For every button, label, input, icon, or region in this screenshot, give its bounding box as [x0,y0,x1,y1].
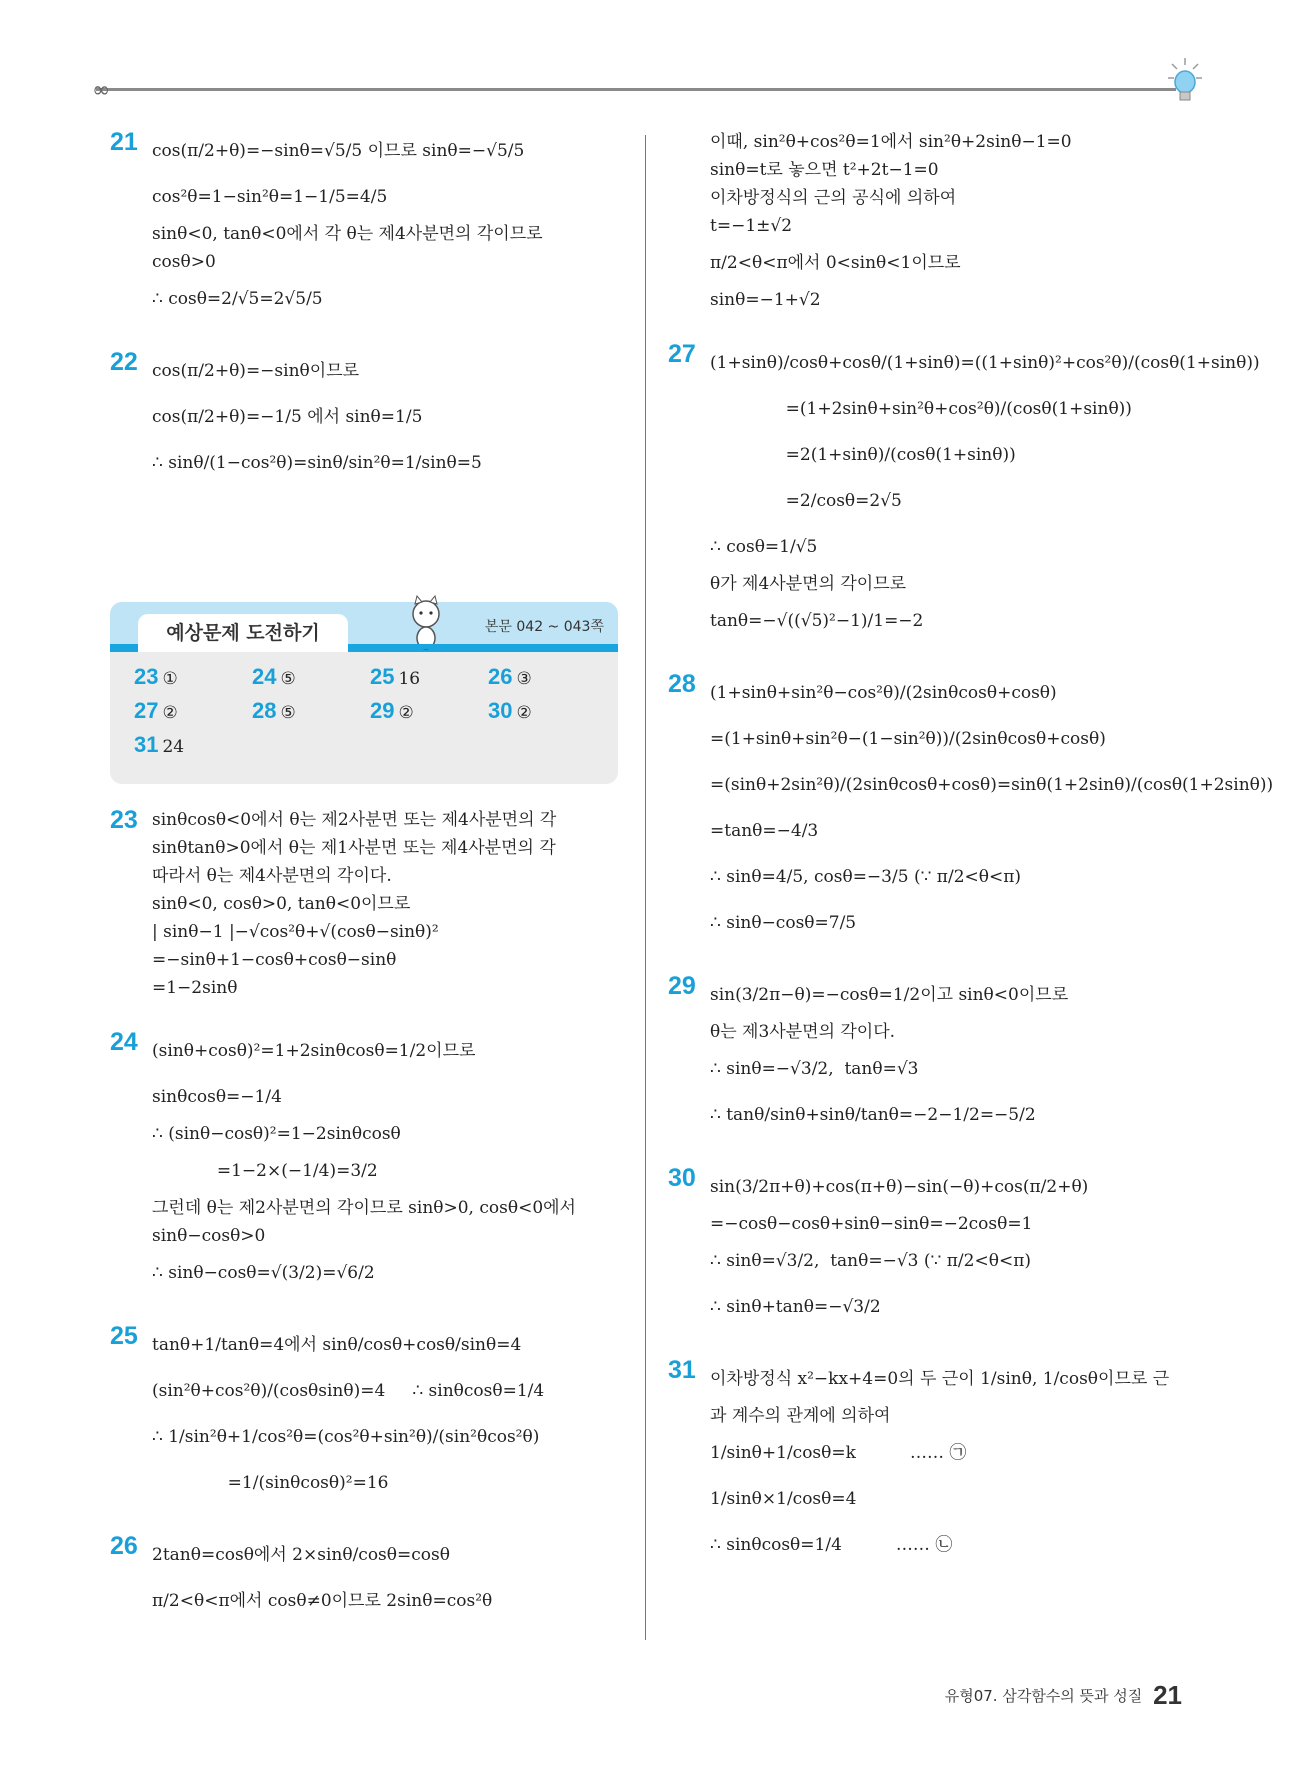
answer-number: 26 [488,664,513,689]
answer-item [370,664,420,690]
solution-25 [110,1322,625,1506]
answer-number: 29 [370,698,395,723]
solution-line: | sinθ−1 |−√cos²θ+√(cosθ−sinθ)² [152,922,439,942]
solution-lines [710,128,1188,314]
solution-31 [668,1356,1188,1568]
solution-cont [668,128,1188,314]
answer-box-reference: 본문 042 ~ 043쪽 [484,619,604,635]
solution-lines [710,670,1274,946]
answer-item [134,664,178,690]
footer-chapter: 유형07. 삼각함수의 뜻과 성질 [944,1687,1143,1705]
cat-mascot-icon [406,594,450,652]
answer-number: 31 [134,732,159,757]
answer-value: ⑤ [280,703,296,723]
answer-value: ③ [516,669,532,689]
solution-line: ∴ cosθ=2/√5=2√5/5 [152,289,323,309]
answer-number: 25 [370,664,395,689]
solution-21 [110,128,625,322]
page-number: 21 [1153,1680,1182,1710]
left-column-lower [110,806,625,1650]
solution-line: 그런데 θ는 제2사분면의 각이므로 sinθ>0, cosθ<0에서 [152,1198,576,1218]
answer-value: ⑤ [280,669,296,689]
problem-number: 31 [668,1356,696,1384]
solution-29 [668,972,1188,1138]
solution-line: ∴ sinθ−cosθ=7/5 [710,913,857,933]
solution-line: cosθ>0 [152,252,216,272]
solution-line: 이차방정식의 근의 공식에 의하여 [710,188,957,208]
solution-line: 따라서 θ는 제4사분면의 각이다. [152,866,392,886]
solution-line: =tanθ=−4/3 [710,821,819,841]
answer-value: 16 [398,669,421,689]
solution-lines [710,1164,1188,1330]
solution-27 [668,340,1260,644]
solution-26 [110,1532,625,1624]
solution-lines [710,1356,1188,1568]
solution-lines [152,1028,625,1296]
problem-number: 27 [668,340,696,368]
solution-line: tanθ=−√((√5)²−1)/1=−2 [710,611,924,631]
left-column [110,128,625,512]
solution-lines [152,128,625,322]
column-separator [645,135,646,1640]
problem-number: 29 [668,972,696,1000]
problem-number: 30 [668,1164,696,1192]
solution-23 [110,806,625,1002]
problem-number: 21 [110,128,138,156]
solution-line: cos(π/2+θ)=−sinθ=√5/5 이므로 sinθ=−√5/5 [152,141,525,161]
solution-line: ∴ cosθ=1/√5 [710,537,818,557]
solution-line: 이차방정식 x²−kx+4=0의 두 근이 1/sinθ, 1/cosθ이므로 근 [710,1369,1170,1389]
solution-line: =1−2×(−1/4)=3/2 [152,1161,378,1181]
answer-number: 23 [134,664,159,689]
solution-line: sinθcosθ<0에서 θ는 제2사분면 또는 제4사분면의 각 [152,810,557,830]
solution-24 [110,1028,625,1296]
solution-line: sin(3/2π−θ)=−cosθ=1/2이고 sinθ<0이므로 [710,985,1069,1005]
solution-line: sinθ<0, cosθ>0, tanθ<0이므로 [152,894,411,914]
solution-lines [152,1322,625,1506]
solution-line: θ는 제3사분면의 각이다. [710,1022,896,1042]
solution-line: sinθ<0, tanθ<0에서 각 θ는 제4사분면의 각이므로 [152,224,543,244]
answer-item [134,698,178,724]
solution-lines [152,348,625,486]
solution-line: =(1+2sinθ+sin²θ+cos²θ)/(cosθ(1+sinθ)) [710,399,1132,419]
answer-item [252,664,296,690]
solution-line: 이때, sin²θ+cos²θ=1에서 sin²θ+2sinθ−1=0 [710,132,1072,152]
solution-line: (1+sinθ)/cosθ+cosθ/(1+sinθ)=((1+sinθ)²+cos²θ)/(cosθ(1+sinθ)) [710,353,1260,373]
solution-line: (sinθ+cosθ)²=1+2sinθcosθ=1/2이므로 [152,1041,476,1061]
solution-30 [668,1164,1188,1330]
answer-number: 27 [134,698,159,723]
solution-lines [152,806,625,1002]
answer-box-title: 예상문제 도전하기 [138,614,348,652]
solution-line: =−cosθ−cosθ+sinθ−sinθ=−2cosθ=1 [710,1214,1033,1234]
solution-line: (1+sinθ+sin²θ−cos²θ)/(2sinθcosθ+cosθ) [710,683,1057,703]
answer-value: ② [516,703,532,723]
solution-line: 과 계수의 관계에 의하여 [710,1406,891,1426]
answer-item [488,698,532,724]
problem-number: 24 [110,1028,138,1056]
lightbulb-icon [1168,56,1202,108]
problem-number: 26 [110,1532,138,1560]
answer-value: ② [398,703,414,723]
solution-line: sinθcosθ=−1/4 [152,1087,282,1107]
problem-number: 25 [110,1322,138,1350]
answer-value: ① [162,669,178,689]
right-column [668,128,1274,1594]
answer-value: 24 [162,737,185,757]
solution-line: ∴ sinθ/(1−cos²θ)=sinθ/sin²θ=1/sinθ=5 [152,453,482,473]
solution-line: ∴ sinθ=√3/2, tanθ=−√3 (∵ π/2<θ<π) [710,1251,1031,1271]
solution-lines [152,1532,625,1624]
solution-line: =(sinθ+2sin²θ)/(2sinθcosθ+cosθ)=sinθ(1+2sinθ)/(cosθ(1+2sinθ)) [710,775,1274,795]
top-rule [96,88,1176,91]
solution-line: =2/cosθ=2√5 [710,491,902,511]
answer-item [370,698,414,724]
solution-line: tanθ+1/tanθ=4에서 sinθ/cosθ+cosθ/sinθ=4 [152,1335,522,1355]
solution-line: π/2<θ<π에서 0<sinθ<1이므로 [710,253,961,273]
solution-line: ∴ tanθ/sinθ+sinθ/tanθ=−2−1/2=−5/2 [710,1105,1036,1125]
solution-line: ∴ sinθ=−√3/2, tanθ=√3 [710,1059,919,1079]
answer-item [252,698,296,724]
answer-number: 28 [252,698,277,723]
solution-line: =2(1+sinθ)/(cosθ(1+sinθ)) [710,445,1016,465]
solution-22 [110,348,625,486]
solution-line: ∴ sinθ+tanθ=−√3/2 [710,1297,881,1317]
solution-line: =1/(sinθcosθ)²=16 [152,1473,389,1493]
solution-line: sinθ−cosθ>0 [152,1226,266,1246]
solution-line: π/2<θ<π에서 cosθ≠0이므로 2sinθ=cos²θ [152,1591,493,1611]
problem-number: 22 [110,348,138,376]
solution-line: =−sinθ+1−cosθ+cosθ−sinθ [152,950,397,970]
solution-lines [710,972,1188,1138]
solution-line: cos(π/2+θ)=−1/5 에서 sinθ=1/5 [152,407,423,427]
solution-line: t=−1±√2 [710,216,793,236]
answer-number: 30 [488,698,513,723]
solution-line: =1−2sinθ [152,978,238,998]
answer-box-header [110,602,618,652]
answer-box [110,602,618,784]
page-footer [945,1680,1182,1711]
solution-line: ∴ sinθ−cosθ=√(3/2)=√6/2 [152,1263,375,1283]
solution-line: (sin²θ+cos²θ)/(cosθsinθ)=4 ∴ sinθcosθ=1/4 [152,1381,545,1401]
knot-icon: ∞ [92,78,111,103]
answer-number: 24 [252,664,277,689]
solution-line: sinθ=−1+√2 [710,290,821,310]
answer-item [134,732,184,758]
solution-line: sinθtanθ>0에서 θ는 제1사분면 또는 제4사분면의 각 [152,838,556,858]
solution-line: sinθ=t로 놓으면 t²+2t−1=0 [710,160,939,180]
solution-line: θ가 제4사분면의 각이므로 [710,574,907,594]
solution-line: ∴ (sinθ−cosθ)²=1−2sinθcosθ [152,1124,401,1144]
problem-number: 28 [668,670,696,698]
answer-item [488,664,532,690]
problem-number: 23 [110,806,138,834]
solution-28 [668,670,1274,946]
solution-line: ∴ 1/sin²θ+1/cos²θ=(cos²θ+sin²θ)/(sin²θcos²θ) [152,1427,540,1447]
solution-line: 1/sinθ×1/cosθ=4 [710,1489,857,1509]
solution-line: =(1+sinθ+sin²θ−(1−sin²θ))/(2sinθcosθ+cosθ) [710,729,1106,749]
solution-lines [710,340,1260,644]
solution-line: cos(π/2+θ)=−sinθ이므로 [152,361,360,381]
solution-line: ∴ sinθcosθ=1/4 …… ㉡ [710,1535,953,1555]
solution-line: 2tanθ=cosθ에서 2×sinθ/cosθ=cosθ [152,1545,450,1565]
solution-line: 1/sinθ+1/cosθ=k …… ㉠ [710,1443,967,1463]
answer-value: ② [162,703,178,723]
solution-line: sin(3/2π+θ)+cos(π+θ)−sin(−θ)+cos(π/2+θ) [710,1177,1089,1197]
solution-line: cos²θ=1−sin²θ=1−1/5=4/5 [152,187,388,207]
solution-line: ∴ sinθ=4/5, cosθ=−3/5 (∵ π/2<θ<π) [710,867,1022,887]
